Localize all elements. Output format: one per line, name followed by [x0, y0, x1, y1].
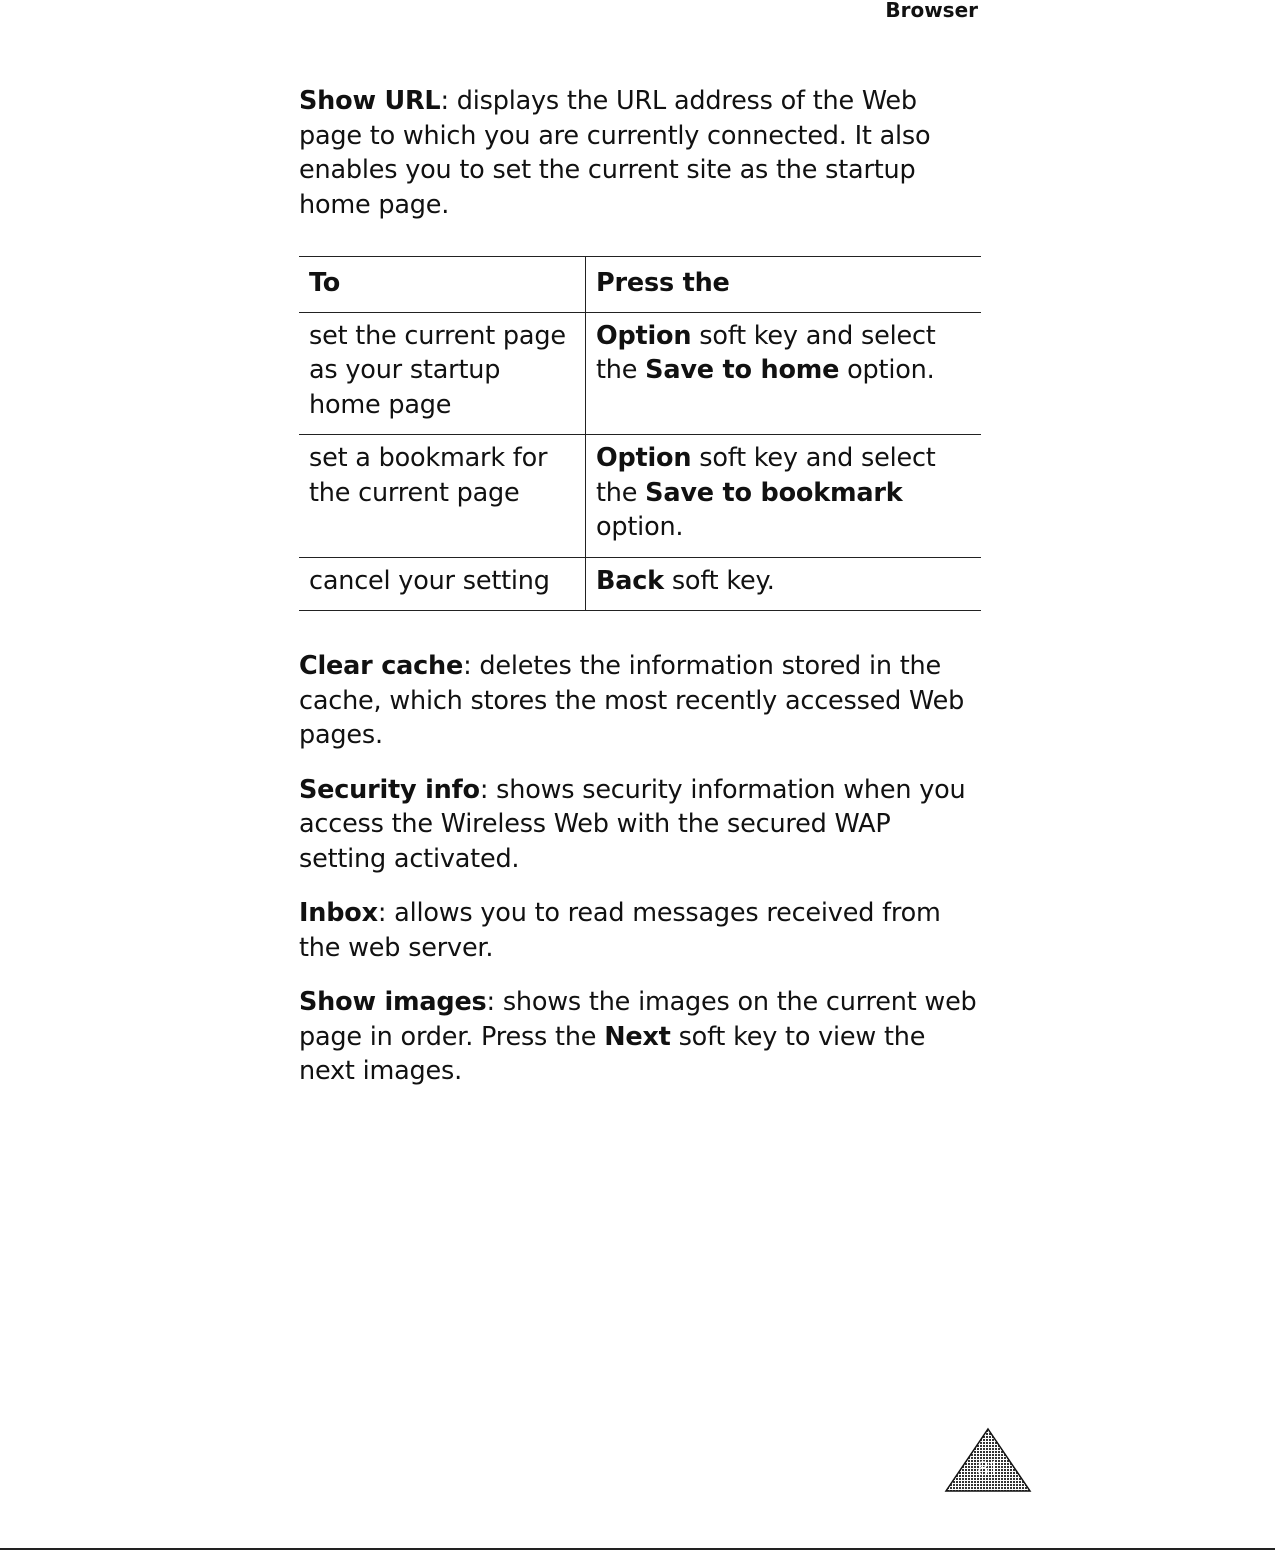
row-menu-item: Save to bookmark — [645, 477, 903, 508]
row-menu-item: Save to home — [645, 355, 840, 385]
table-row — [299, 557, 981, 611]
inbox-term: Inbox — [299, 898, 378, 928]
show-images-term: Show images — [299, 987, 487, 1017]
row-instruction — [586, 435, 982, 558]
row-mid: soft key and select the — [596, 443, 936, 508]
row-instruction — [586, 312, 982, 435]
row-action: cancel your setting — [299, 557, 586, 611]
show-images-text-end: soft key to view the next images. — [299, 1021, 926, 1086]
next-key: Next — [604, 1021, 671, 1052]
clear-cache-term: Clear cache — [299, 651, 464, 681]
row-action: set a bookmark for the current page — [299, 435, 586, 558]
row-end: option. — [839, 355, 935, 385]
row-mid: soft key and select the — [596, 320, 936, 385]
column-header-press: Press the — [586, 257, 982, 313]
table-row — [299, 435, 981, 558]
bottom-divider — [0, 1548, 1275, 1550]
inbox-text: : allows you to read messages received from the web server. — [299, 898, 941, 963]
row-mid: soft key. — [663, 565, 775, 596]
section-header: Browser — [885, 0, 978, 22]
row-instruction — [586, 557, 982, 611]
column-header-to: To — [299, 257, 586, 313]
security-info-text: : shows security information when you access the Wireless Web with the secured WAP setting activated. — [299, 774, 966, 874]
row-key: Back — [596, 565, 664, 596]
show-images-text: : shows the images on the current web page in order. Press the — [299, 987, 977, 1052]
table-header-row — [299, 257, 981, 313]
page-content — [299, 84, 981, 1089]
clear-cache-text: : deletes the information stored in the cache, which stores the most recently accessed Web pages. — [299, 651, 965, 750]
show-url-term: Show URL — [299, 86, 441, 116]
inbox-paragraph — [299, 896, 981, 965]
table-row — [299, 312, 981, 435]
show-url-text: : displays the URL address of the Web page to which you are currently connected. It also enables you to set the current site as the startup home page. — [299, 86, 931, 220]
actions-table — [299, 256, 981, 611]
page-number: 81 — [976, 1458, 1000, 1480]
row-end: option. — [596, 512, 684, 542]
clear-cache-paragraph — [299, 649, 981, 753]
security-info-paragraph — [299, 773, 981, 877]
row-key: Option — [596, 320, 692, 351]
row-key: Option — [596, 443, 692, 473]
show-url-paragraph — [299, 84, 981, 222]
row-action: set the current page as your startup home page — [299, 312, 586, 435]
show-images-paragraph — [299, 985, 981, 1089]
security-info-term: Security info — [299, 774, 480, 805]
